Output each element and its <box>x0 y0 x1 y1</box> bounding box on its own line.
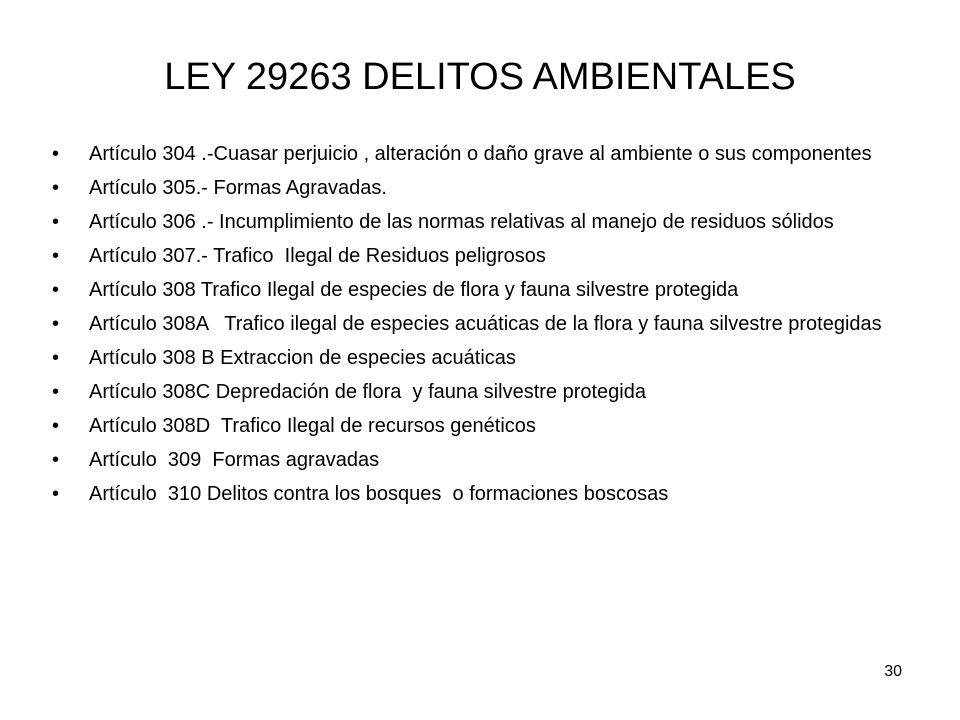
list-item <box>52 178 896 199</box>
list-item <box>52 144 896 165</box>
bullet-icon: • <box>52 245 60 267</box>
list-item-text: Artículo 308C Depredación de flora y fauna silvestre protegida <box>89 381 646 403</box>
list-item <box>52 382 896 403</box>
article-list <box>52 144 896 518</box>
bullet-icon: • <box>52 483 60 505</box>
bullet-icon: • <box>52 313 60 335</box>
bullet-icon: • <box>52 177 60 199</box>
list-item-text: Artículo 308 B Extraccion de especies acuáticas <box>89 347 516 369</box>
slide-title: LEY 29263 DELITOS AMBIENTALES <box>164 56 796 98</box>
list-item <box>52 484 896 505</box>
bullet-icon: • <box>52 449 60 471</box>
list-item <box>52 416 896 437</box>
list-item-text: Artículo 305.- Formas Agravadas. <box>89 177 387 199</box>
list-item-text: Artículo 307.- Trafico Ilegal de Residuos peligrosos <box>89 245 546 267</box>
list-item <box>52 348 896 369</box>
bullet-icon: • <box>52 143 60 165</box>
list-item-text: Artículo 306 .- Incumplimiento de las normas relativas al manejo de residuos sólidos <box>89 211 834 233</box>
list-item <box>52 314 896 335</box>
page-number: 30 <box>884 663 902 680</box>
list-item-text: Artículo 310 Delitos contra los bosques o formaciones boscosas <box>89 483 669 505</box>
list-item-text: Artículo 304 .-Cuasar perjuicio , alteración o daño grave al ambiente o sus componentes <box>89 143 872 165</box>
list-item-text: Artículo 309 Formas agravadas <box>89 449 380 471</box>
list-item-text: Artículo 308D Trafico Ilegal de recursos genéticos <box>89 415 536 437</box>
bullet-icon: • <box>52 279 60 301</box>
bullet-icon: • <box>52 415 60 437</box>
list-item <box>52 280 896 301</box>
list-item <box>52 450 896 471</box>
list-item-text: Artículo 308 Trafico Ilegal de especies de flora y fauna silvestre protegida <box>89 279 739 301</box>
list-item-text: Artículo 308A Trafico ilegal de especies acuáticas de la flora y fauna silvestre protegidas <box>89 313 882 335</box>
bullet-icon: • <box>52 381 60 403</box>
bullet-icon: • <box>52 211 60 233</box>
bullet-icon: • <box>52 347 60 369</box>
list-item <box>52 246 896 267</box>
list-item <box>52 212 896 233</box>
